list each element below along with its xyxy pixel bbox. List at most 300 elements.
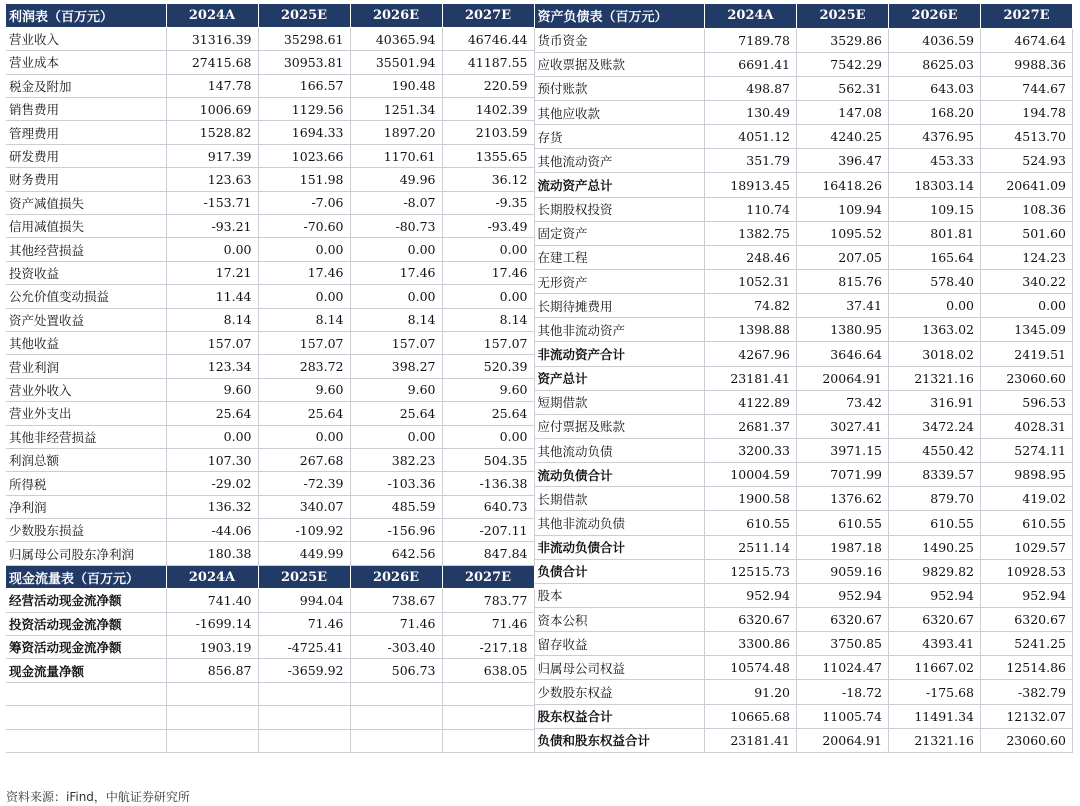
row-value: 7189.78 [705, 28, 797, 52]
row-value: 41187.55 [442, 51, 534, 74]
table-row [535, 535, 1073, 559]
row-value: 7542.29 [797, 52, 889, 76]
row-value: 449.99 [258, 542, 350, 565]
table-row [535, 173, 1073, 197]
row-value: 0.00 [442, 425, 534, 448]
year-header: 2025E [797, 4, 889, 28]
row-label: 其他非流动负债 [535, 511, 705, 535]
row-value: 166.57 [258, 74, 350, 97]
row-value: 4393.41 [889, 632, 981, 656]
table-row [535, 656, 1073, 680]
row-value: -93.21 [166, 215, 258, 238]
row-value: 18303.14 [889, 173, 981, 197]
row-label: 销售费用 [6, 98, 166, 121]
row-value: 642.56 [350, 542, 442, 565]
row-value: 110.74 [705, 197, 797, 221]
row-value: 17.21 [166, 261, 258, 284]
row-value: 1006.69 [166, 98, 258, 121]
cashflow-statement-header [6, 565, 534, 588]
row-value: 316.91 [889, 390, 981, 414]
row-label: 筹资活动现金流净额 [6, 636, 166, 659]
year-header: 2027E [442, 4, 534, 27]
row-value: 504.35 [442, 448, 534, 471]
table-row [6, 425, 534, 448]
row-label: 少数股东权益 [535, 680, 705, 704]
row-value: 640.73 [442, 495, 534, 518]
row-value: -18.72 [797, 680, 889, 704]
row-label: 公允价值变动损益 [6, 285, 166, 308]
row-value: 524.93 [981, 149, 1073, 173]
table-row [6, 51, 534, 74]
year-header: 2026E [350, 4, 442, 27]
row-value: 952.94 [705, 583, 797, 607]
table-row [6, 74, 534, 97]
row-label: 其他流动负债 [535, 439, 705, 463]
row-value: 11491.34 [889, 704, 981, 728]
row-value: 1023.66 [258, 144, 350, 167]
row-value: 0.00 [166, 425, 258, 448]
row-value: 3027.41 [797, 414, 889, 438]
row-value: 351.79 [705, 149, 797, 173]
row-value: 1382.75 [705, 221, 797, 245]
table-row [535, 704, 1073, 728]
empty-cell [350, 729, 442, 752]
row-value: 4376.95 [889, 125, 981, 149]
row-label: 其他经营损益 [6, 238, 166, 261]
year-header: 2024A [166, 565, 258, 588]
row-value: 4550.42 [889, 439, 981, 463]
row-value: 4028.31 [981, 414, 1073, 438]
empty-cell [442, 706, 534, 729]
row-value: 248.46 [705, 245, 797, 269]
row-value: 25.64 [166, 402, 258, 425]
row-value: 9898.95 [981, 463, 1073, 487]
row-value: 1029.57 [981, 535, 1073, 559]
table-row [6, 121, 534, 144]
empty-row [6, 682, 534, 705]
row-value: 0.00 [442, 285, 534, 308]
row-value: 9988.36 [981, 52, 1073, 76]
row-value: 952.94 [797, 583, 889, 607]
row-value: 1052.31 [705, 270, 797, 294]
table-row [535, 632, 1073, 656]
row-value: 180.38 [166, 542, 258, 565]
year-header: 2024A [705, 4, 797, 28]
row-value: 744.67 [981, 76, 1073, 100]
row-value: 11005.74 [797, 704, 889, 728]
row-value: 4240.25 [797, 125, 889, 149]
row-value: 4267.96 [705, 342, 797, 366]
row-value: 17.46 [442, 261, 534, 284]
row-value: 1251.34 [350, 98, 442, 121]
row-value: 108.36 [981, 197, 1073, 221]
row-value: 6320.67 [705, 608, 797, 632]
row-label: 其他收益 [6, 331, 166, 354]
table-row [6, 659, 534, 682]
row-value: 71.46 [258, 612, 350, 635]
row-label: 非流动资产合计 [535, 342, 705, 366]
table-row [535, 76, 1073, 100]
table-row [6, 378, 534, 401]
table-row [535, 366, 1073, 390]
row-value: 3018.02 [889, 342, 981, 366]
row-value: 340.07 [258, 495, 350, 518]
row-value: 0.00 [258, 425, 350, 448]
row-value: 168.20 [889, 101, 981, 125]
balance-sheet-table [535, 4, 1074, 753]
row-value: 23060.60 [981, 728, 1073, 752]
row-value: 3971.15 [797, 439, 889, 463]
row-value: 596.53 [981, 390, 1073, 414]
row-value: 0.00 [166, 238, 258, 261]
row-value: 31316.39 [166, 27, 258, 50]
row-value: 498.87 [705, 76, 797, 100]
row-value: 578.40 [889, 270, 981, 294]
table-row [6, 448, 534, 471]
row-value: 610.55 [981, 511, 1073, 535]
row-value: 91.20 [705, 680, 797, 704]
row-label: 固定资产 [535, 221, 705, 245]
row-value: 0.00 [442, 238, 534, 261]
row-value: 11667.02 [889, 656, 981, 680]
row-value: 1376.62 [797, 487, 889, 511]
table-row [6, 612, 534, 635]
row-value: 562.31 [797, 76, 889, 100]
row-value: 1694.33 [258, 121, 350, 144]
table-row [535, 101, 1073, 125]
table-row [535, 487, 1073, 511]
row-label: 股本 [535, 583, 705, 607]
row-value: 1402.39 [442, 98, 534, 121]
row-value: 25.64 [442, 402, 534, 425]
table-row [535, 390, 1073, 414]
row-value: 20064.91 [797, 728, 889, 752]
row-value: -29.02 [166, 472, 258, 495]
row-value: 952.94 [889, 583, 981, 607]
table-row [535, 463, 1073, 487]
row-label: 应付票据及账款 [535, 414, 705, 438]
row-label: 投资活动现金流净额 [6, 612, 166, 635]
row-label: 长期待摊费用 [535, 294, 705, 318]
row-value: 190.48 [350, 74, 442, 97]
row-value: 2681.37 [705, 414, 797, 438]
row-value: -44.06 [166, 519, 258, 542]
row-value: 1987.18 [797, 535, 889, 559]
row-value: 267.68 [258, 448, 350, 471]
row-value: 11.44 [166, 285, 258, 308]
table-row [535, 270, 1073, 294]
row-value: 506.73 [350, 659, 442, 682]
row-value: 340.22 [981, 270, 1073, 294]
row-label: 存货 [535, 125, 705, 149]
row-value: 23181.41 [705, 366, 797, 390]
row-value: 0.00 [889, 294, 981, 318]
row-value: 9.60 [166, 378, 258, 401]
row-value: -153.71 [166, 191, 258, 214]
row-value: 37.41 [797, 294, 889, 318]
table-row [6, 472, 534, 495]
source-note: 资料来源：iFind，中航证券研究所 [6, 790, 190, 804]
table-row [535, 197, 1073, 221]
table-row [6, 495, 534, 518]
row-label: 资产总计 [535, 366, 705, 390]
row-label: 长期股权投资 [535, 197, 705, 221]
row-label: 利润总额 [6, 448, 166, 471]
row-value: 398.27 [350, 355, 442, 378]
empty-cell [258, 729, 350, 752]
table-row [6, 215, 534, 238]
row-value: 25.64 [258, 402, 350, 425]
row-value: -1699.14 [166, 612, 258, 635]
row-value: 4122.89 [705, 390, 797, 414]
row-value: -80.73 [350, 215, 442, 238]
row-label: 归属母公司股东净利润 [6, 542, 166, 565]
row-value: 9.60 [350, 378, 442, 401]
row-label: 流动负债合计 [535, 463, 705, 487]
row-value: 879.70 [889, 487, 981, 511]
row-value: 3529.86 [797, 28, 889, 52]
row-value: 25.64 [350, 402, 442, 425]
row-value: 396.47 [797, 149, 889, 173]
row-value: 136.32 [166, 495, 258, 518]
row-label: 其他流动资产 [535, 149, 705, 173]
row-label: 营业成本 [6, 51, 166, 74]
row-value: 12514.86 [981, 656, 1073, 680]
row-label: 资产处置收益 [6, 308, 166, 331]
row-label: 财务费用 [6, 168, 166, 191]
row-label: 负债合计 [535, 559, 705, 583]
row-label: 非流动负债合计 [535, 535, 705, 559]
row-label: 营业外收入 [6, 378, 166, 401]
row-value: 8.14 [442, 308, 534, 331]
row-value: 4051.12 [705, 125, 797, 149]
row-label: 资产减值损失 [6, 191, 166, 214]
row-value: 3750.85 [797, 632, 889, 656]
row-value: 23181.41 [705, 728, 797, 752]
row-value: 0.00 [258, 285, 350, 308]
row-value: 8339.57 [889, 463, 981, 487]
row-label: 研发费用 [6, 144, 166, 167]
row-value: 0.00 [350, 238, 442, 261]
row-label: 税金及附加 [6, 74, 166, 97]
row-value: 10004.59 [705, 463, 797, 487]
table-title: 现金流量表（百万元） [6, 565, 166, 588]
table-row [6, 27, 534, 50]
row-value: 4036.59 [889, 28, 981, 52]
row-value: 1398.88 [705, 318, 797, 342]
table-row [535, 439, 1073, 463]
row-value: 4674.64 [981, 28, 1073, 52]
row-value: 1170.61 [350, 144, 442, 167]
row-value: 1355.65 [442, 144, 534, 167]
row-value: 3300.86 [705, 632, 797, 656]
empty-cell [6, 729, 166, 752]
table-row [535, 52, 1073, 76]
table-row [535, 342, 1073, 366]
row-value: 3646.64 [797, 342, 889, 366]
table-row [535, 245, 1073, 269]
row-value: 520.39 [442, 355, 534, 378]
row-label: 资本公积 [535, 608, 705, 632]
empty-cell [442, 682, 534, 705]
table-row [535, 728, 1073, 752]
row-value: 9829.82 [889, 559, 981, 583]
row-value: 638.05 [442, 659, 534, 682]
balance-sheet-header [535, 4, 1073, 28]
row-value: 8.14 [350, 308, 442, 331]
table-title: 利润表（百万元） [6, 4, 166, 27]
row-label: 在建工程 [535, 245, 705, 269]
row-value: 16418.26 [797, 173, 889, 197]
row-label: 信用减值损失 [6, 215, 166, 238]
row-value: 21321.16 [889, 366, 981, 390]
row-label: 短期借款 [535, 390, 705, 414]
row-value: 71.46 [442, 612, 534, 635]
row-value: 157.07 [258, 331, 350, 354]
row-value: 0.00 [350, 425, 442, 448]
table-row [535, 294, 1073, 318]
row-value: 952.94 [981, 583, 1073, 607]
row-label: 留存收益 [535, 632, 705, 656]
row-value: -303.40 [350, 636, 442, 659]
row-value: 8.14 [166, 308, 258, 331]
table-row [6, 285, 534, 308]
table-row [6, 355, 534, 378]
row-label: 负债和股东权益合计 [535, 728, 705, 752]
row-value: 17.46 [350, 261, 442, 284]
row-value: 610.55 [705, 511, 797, 535]
row-value: -109.92 [258, 519, 350, 542]
year-header: 2026E [350, 565, 442, 588]
row-value: 1129.56 [258, 98, 350, 121]
row-label: 经营活动现金流净额 [6, 589, 166, 612]
table-row [6, 308, 534, 331]
table-row [535, 559, 1073, 583]
row-value: 3200.33 [705, 439, 797, 463]
row-value: 124.23 [981, 245, 1073, 269]
row-value: 9.60 [442, 378, 534, 401]
row-value: 220.59 [442, 74, 534, 97]
row-value: -136.38 [442, 472, 534, 495]
row-value: 20064.91 [797, 366, 889, 390]
row-label: 营业收入 [6, 27, 166, 50]
row-value: 419.02 [981, 487, 1073, 511]
year-header: 2024A [166, 4, 258, 27]
table-row [535, 511, 1073, 535]
row-label: 其他应收款 [535, 101, 705, 125]
empty-cell [258, 682, 350, 705]
row-value: 1345.09 [981, 318, 1073, 342]
row-value: 23060.60 [981, 366, 1073, 390]
row-value: 49.96 [350, 168, 442, 191]
table-row [6, 636, 534, 659]
row-value: 12515.73 [705, 559, 797, 583]
year-header: 2025E [258, 565, 350, 588]
row-value: -4725.41 [258, 636, 350, 659]
table-title: 资产负债表（百万元） [535, 4, 705, 28]
table-row [6, 191, 534, 214]
row-value: 1095.52 [797, 221, 889, 245]
row-label: 货币资金 [535, 28, 705, 52]
row-value: 194.78 [981, 101, 1073, 125]
empty-cell [166, 682, 258, 705]
table-row [6, 98, 534, 121]
empty-cell [166, 729, 258, 752]
row-value: 856.87 [166, 659, 258, 682]
row-label: 营业外支出 [6, 402, 166, 425]
empty-cell [258, 706, 350, 729]
row-value: 123.63 [166, 168, 258, 191]
empty-cell [6, 706, 166, 729]
row-value: 157.07 [442, 331, 534, 354]
row-label: 预付账款 [535, 76, 705, 100]
row-value: -217.18 [442, 636, 534, 659]
row-value: -175.68 [889, 680, 981, 704]
table-row [6, 519, 534, 542]
row-value: -156.96 [350, 519, 442, 542]
row-value: 1528.82 [166, 121, 258, 144]
row-label: 无形资产 [535, 270, 705, 294]
table-row [535, 28, 1073, 52]
table-row [535, 680, 1073, 704]
row-value: 1363.02 [889, 318, 981, 342]
year-header: 2027E [442, 565, 534, 588]
row-value: -93.49 [442, 215, 534, 238]
table-row [6, 589, 534, 612]
row-value: 157.07 [350, 331, 442, 354]
row-value: 382.23 [350, 448, 442, 471]
row-value: -8.07 [350, 191, 442, 214]
table-row [6, 331, 534, 354]
table-row [535, 149, 1073, 173]
row-value: 8.14 [258, 308, 350, 331]
row-label: 营业利润 [6, 355, 166, 378]
row-label: 其他非流动资产 [535, 318, 705, 342]
table-row [535, 318, 1073, 342]
row-value: -207.11 [442, 519, 534, 542]
row-value: 147.78 [166, 74, 258, 97]
row-value: 3472.24 [889, 414, 981, 438]
table-row [535, 221, 1073, 245]
row-value: 6320.67 [889, 608, 981, 632]
row-value: 1490.25 [889, 535, 981, 559]
year-header: 2026E [889, 4, 981, 28]
row-label: 净利润 [6, 495, 166, 518]
row-value: -70.60 [258, 215, 350, 238]
row-label: 其他非经营损益 [6, 425, 166, 448]
row-value: 9.60 [258, 378, 350, 401]
row-value: 20641.09 [981, 173, 1073, 197]
row-value: 107.30 [166, 448, 258, 471]
row-value: 30953.81 [258, 51, 350, 74]
empty-row [6, 729, 534, 752]
row-value: 815.76 [797, 270, 889, 294]
row-value: 10928.53 [981, 559, 1073, 583]
row-value: 157.07 [166, 331, 258, 354]
row-label: 流动资产总计 [535, 173, 705, 197]
row-label: 长期借款 [535, 487, 705, 511]
row-value: 501.60 [981, 221, 1073, 245]
empty-cell [350, 682, 442, 705]
row-value: 207.05 [797, 245, 889, 269]
row-label: 现金流量净额 [6, 659, 166, 682]
empty-cell [166, 706, 258, 729]
table-row [6, 261, 534, 284]
row-value: 35501.94 [350, 51, 442, 74]
row-value: 2103.59 [442, 121, 534, 144]
row-value: 738.67 [350, 589, 442, 612]
table-row [535, 414, 1073, 438]
